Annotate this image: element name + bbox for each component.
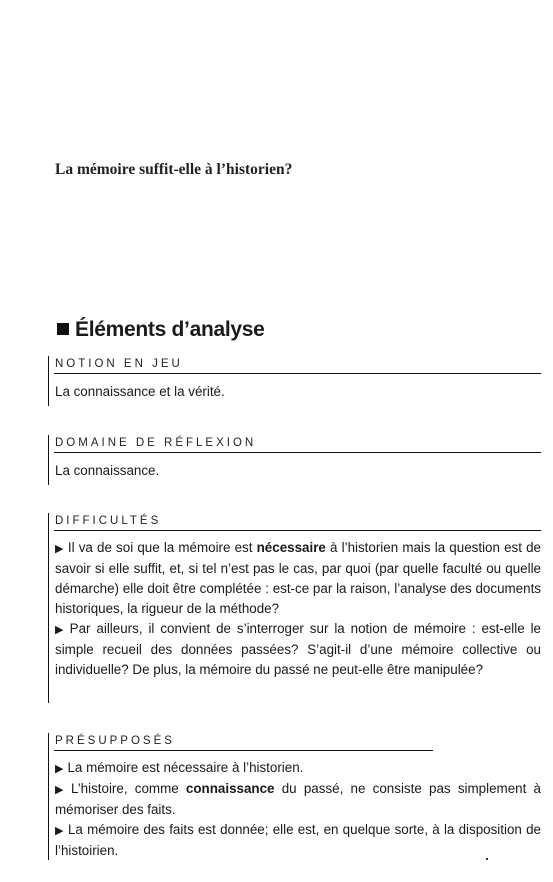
arrow-bullet-icon: ▶	[55, 763, 64, 775]
text-run: La mémoire des faits est donnée; elle est, en quelque sorte, à la disposition de l’histoirien.	[55, 822, 541, 858]
arrow-bullet-icon: ▶	[55, 825, 64, 837]
arrow-bullet-icon: ▶	[55, 784, 67, 796]
presupposes-paragraph-3	[55, 820, 541, 861]
difficultes-heading: DIFFICULTÉS	[55, 515, 162, 527]
difficultes-paragraph-1	[55, 538, 541, 619]
square-bullet-icon	[57, 323, 69, 335]
notion-text: La connaissance et la vérité.	[55, 384, 225, 399]
heading-rule	[54, 750, 433, 751]
difficultes-paragraph-2	[55, 619, 541, 680]
bold-term: nécessaire	[256, 540, 326, 555]
presupposes-heading: PRÉSUPPOSÉS	[55, 735, 175, 747]
stray-mark	[486, 858, 488, 860]
subject-title: La mémoire suffit-elle à l’historien?	[55, 161, 293, 178]
notion-block	[48, 356, 541, 406]
text-run: Il va de soi que la mémoire est	[67, 540, 257, 555]
arrow-bullet-icon: ▶	[55, 624, 66, 636]
bold-term: connaissance	[185, 781, 275, 796]
presupposes-paragraph-2	[55, 779, 541, 820]
domaine-heading: DOMAINE DE RÉFLEXION	[55, 437, 257, 449]
heading-rule	[54, 530, 541, 531]
heading-rule	[54, 452, 541, 453]
notion-heading: NOTION EN JEU	[55, 358, 183, 370]
margin-bar	[48, 356, 49, 406]
margin-bar	[48, 733, 49, 860]
text-run: à l’historien mais la question est de savoir si elle suffit, et, si tel n’est pas le cas, par quoi (par quelle faculté ou quelle démarche) elle doit être complétée : est-ce par la raison, l’analyse des documents historiques, la rigueur de la méthode?	[55, 540, 541, 616]
section-title	[57, 318, 265, 342]
text-run: Par ailleurs, il convient de s’interroger sur la notion de mémoire : est-elle le simple recueil des données passées? S’agit-il d’une mémoire collective ou individuelle? De plus, la mémoire du passé ne peut-elle être manipulée?	[55, 621, 541, 677]
text-run: du passé, ne consiste pas simplement à mémoriser des faits.	[55, 781, 541, 817]
margin-bar	[48, 513, 49, 703]
presupposes-paragraph-1	[55, 758, 541, 779]
text-run: La mémoire est nécessaire à l’historien.	[67, 760, 304, 775]
section-title-text: Éléments d’analyse	[75, 318, 265, 341]
arrow-bullet-icon: ▶	[55, 543, 64, 555]
margin-bar	[48, 435, 49, 485]
domaine-text: La connaissance.	[55, 463, 160, 478]
presupposes-block	[48, 733, 541, 860]
domaine-block	[48, 435, 541, 485]
heading-rule	[54, 373, 541, 374]
text-run: L’histoire, comme	[70, 781, 186, 796]
difficultes-block	[48, 513, 541, 703]
